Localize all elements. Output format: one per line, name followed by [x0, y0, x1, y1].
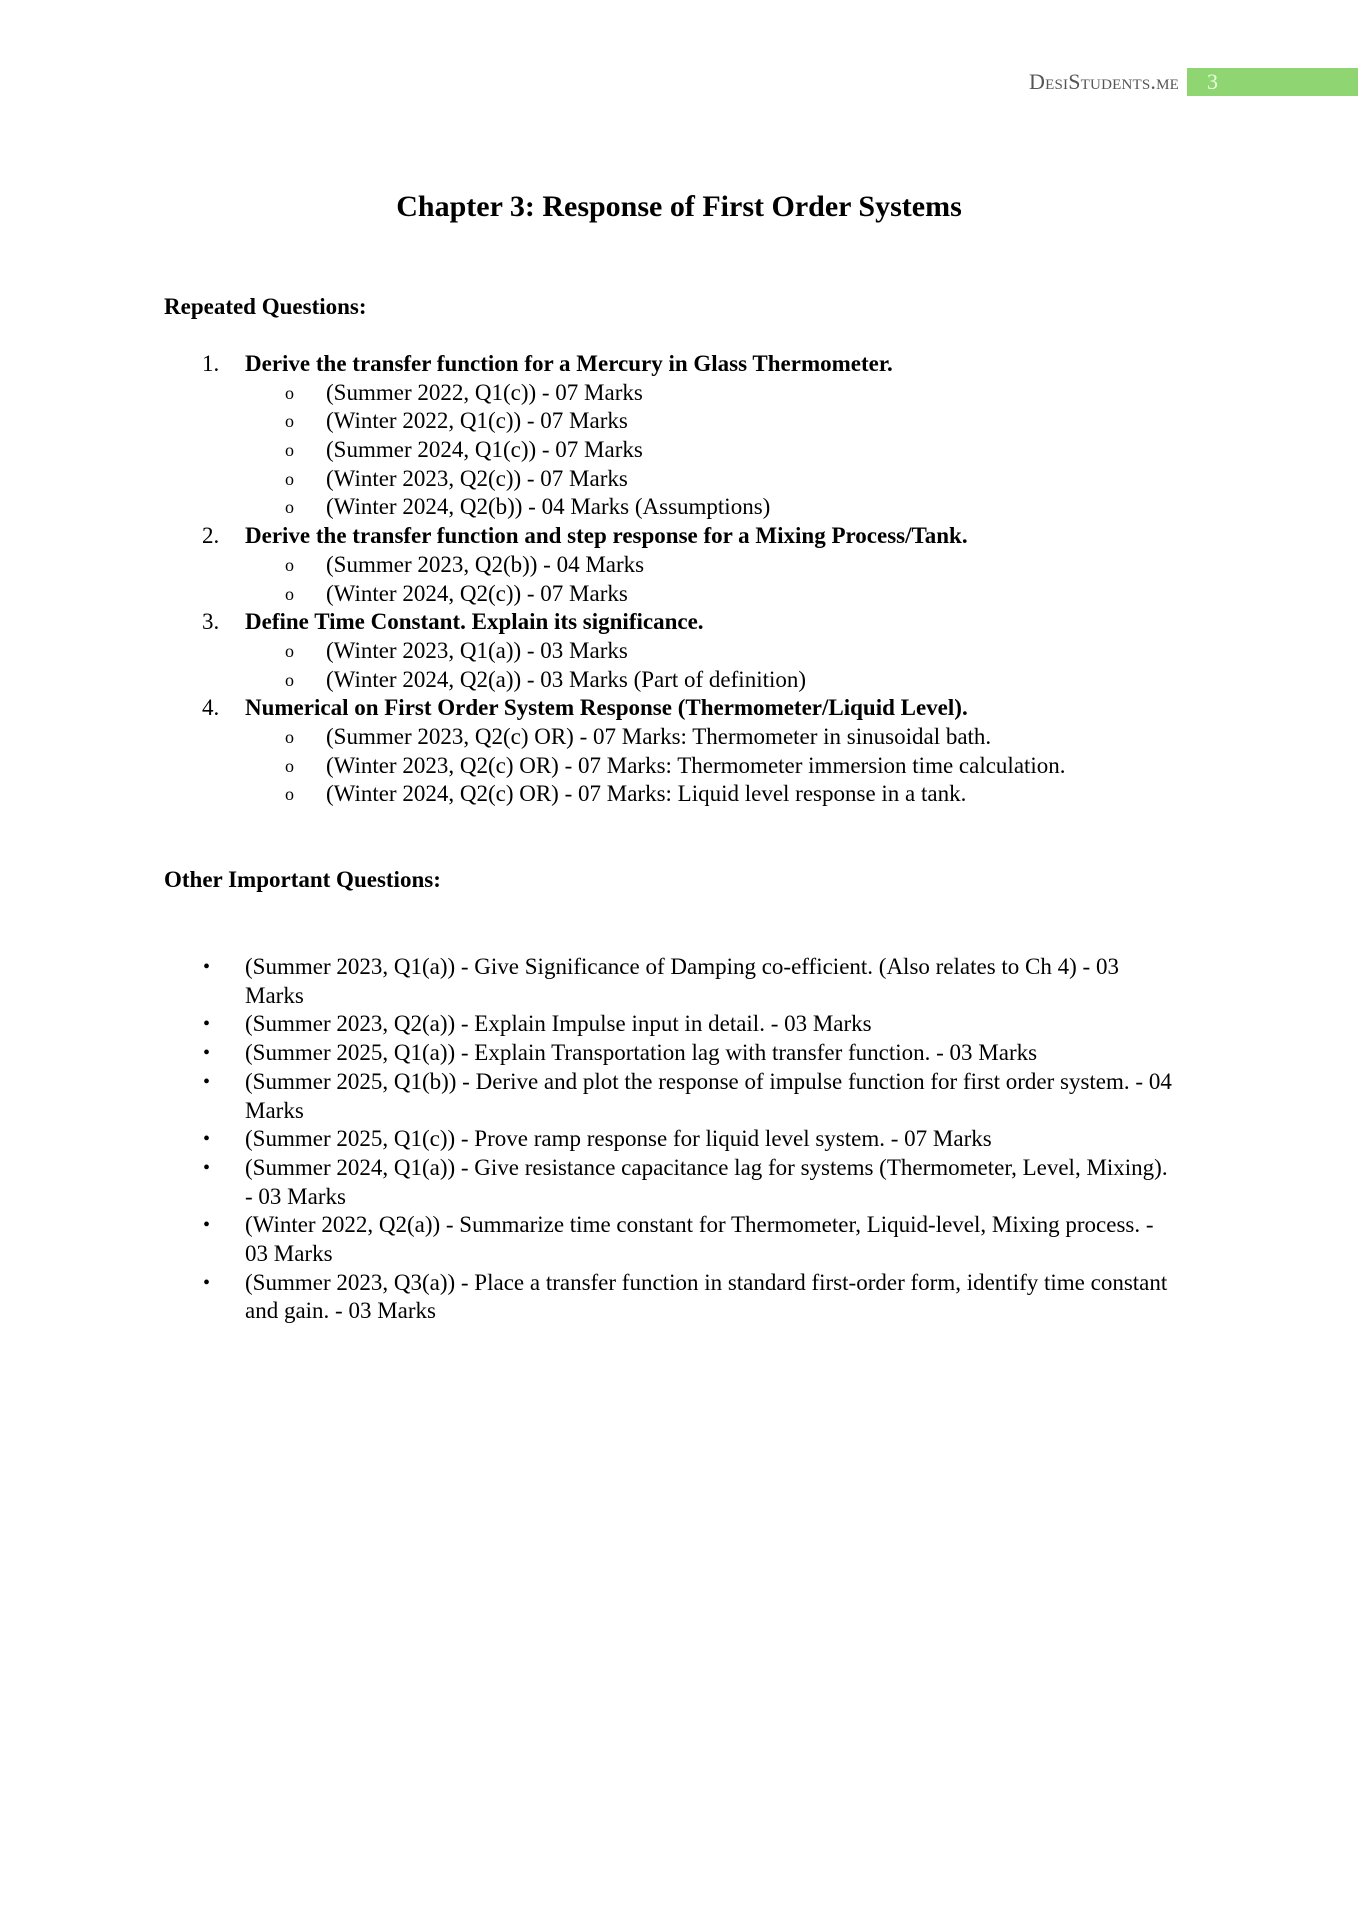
reference-text: (Summer 2024, Q1(c)) - 07 Marks — [326, 437, 643, 463]
question-reference — [0, 780, 1358, 809]
reference-text: (Winter 2024, Q2(b)) - 04 Marks (Assumptions) — [326, 494, 771, 520]
question-title-row — [0, 694, 1358, 723]
circle-bullet-icon: o — [285, 554, 294, 575]
reference-text: (Winter 2023, Q1(a)) - 03 Marks — [326, 637, 628, 663]
site-name: DesiStudents.me — [1029, 69, 1179, 94]
circle-bullet-icon: o — [285, 726, 294, 747]
other-question-item — [0, 1211, 1358, 1268]
other-question-item — [0, 1269, 1358, 1326]
page-number-badge — [1187, 68, 1358, 96]
bullet-icon: • — [203, 1156, 211, 1179]
question-item — [0, 608, 1358, 694]
circle-bullet-icon: o — [285, 669, 294, 690]
circle-bullet-icon: o — [285, 382, 294, 403]
reference-text: (Winter 2024, Q2(a)) - 03 Marks (Part of definition) — [326, 666, 807, 692]
reference-text: (Winter 2024, Q2(c) OR) - 07 Marks: Liquid level response in a tank. — [326, 781, 967, 807]
question-number: 2. — [202, 523, 220, 549]
question-reference — [0, 752, 1358, 781]
other-question-item — [0, 1154, 1358, 1211]
circle-bullet-icon: o — [285, 583, 294, 604]
repeated-questions-heading: Repeated Questions: — [164, 294, 367, 319]
reference-text: (Summer 2022, Q1(c)) - 07 Marks — [326, 379, 643, 405]
reference-text: (Winter 2022, Q1(c)) - 07 Marks — [326, 408, 628, 434]
other-question-item — [0, 953, 1358, 1010]
bullet-icon: • — [203, 1128, 211, 1151]
bullet-icon: • — [203, 1214, 211, 1237]
question-reference — [0, 407, 1358, 436]
circle-bullet-icon: o — [285, 640, 294, 661]
other-question-item — [0, 1010, 1358, 1039]
other-question-text: (Summer 2024, Q1(a)) - Give resistance capacitance lag for systems (Thermometer, Level, Mixing). - 03 Marks — [245, 1154, 1168, 1209]
circle-bullet-icon: o — [285, 440, 294, 461]
reference-text: (Winter 2023, Q2(c) OR) - 07 Marks: Thermometer immersion time calculation. — [326, 752, 1066, 778]
bullet-icon: • — [203, 1042, 211, 1065]
other-question-text: (Summer 2025, Q1(c)) - Prove ramp response for liquid level system. - 07 Marks — [245, 1126, 992, 1152]
bullet-icon: • — [203, 1271, 211, 1294]
question-reference — [0, 493, 1358, 522]
other-question-item — [0, 1125, 1358, 1154]
repeated-questions-list — [0, 350, 1358, 809]
question-number: 1. — [202, 351, 220, 376]
chapter-title: Chapter 3: Response of First Order Systems — [396, 190, 962, 223]
question-title: Numerical on First Order System Response (Thermometer/Liquid Level). — [245, 695, 968, 721]
other-question-text: (Summer 2025, Q1(a)) - Explain Transportation lag with transfer function. - 03 Marks — [245, 1040, 1038, 1066]
other-question-item — [0, 1068, 1358, 1125]
question-title-row — [0, 608, 1358, 637]
bullet-icon: • — [203, 1013, 211, 1036]
other-question-text: (Summer 2025, Q1(b)) - Derive and plot the response of impulse function for first order system. - 04 Marks — [245, 1068, 1172, 1123]
circle-bullet-icon: o — [285, 497, 294, 518]
other-questions-heading: Other Important Questions: — [164, 867, 441, 892]
bullet-icon: • — [203, 1070, 211, 1093]
page-number: 3 — [1207, 69, 1218, 94]
question-title: Derive the transfer function and step response for a Mixing Process/Tank. — [245, 523, 968, 549]
page-header — [0, 68, 1358, 96]
question-item — [0, 350, 1358, 522]
question-number: 4. — [202, 695, 220, 721]
circle-bullet-icon: o — [285, 411, 294, 432]
bullet-icon: • — [203, 956, 211, 978]
question-reference — [0, 723, 1358, 752]
other-question-text: (Summer 2023, Q2(a)) - Explain Impulse input in detail. - 03 Marks — [245, 1011, 872, 1037]
question-title-row — [0, 350, 1358, 379]
question-title-row — [0, 522, 1358, 551]
reference-text: (Winter 2024, Q2(c)) - 07 Marks — [326, 580, 628, 606]
question-reference — [0, 580, 1358, 609]
circle-bullet-icon: o — [285, 755, 294, 776]
question-item — [0, 694, 1358, 809]
circle-bullet-icon: o — [285, 468, 294, 489]
other-question-text: (Summer 2023, Q1(a)) - Give Significance of Damping co-efficient. (Also relates to Ch 4) - 03 Marks — [245, 954, 1119, 1008]
question-reference — [0, 551, 1358, 580]
question-title: Derive the transfer function for a Mercury in Glass Thermometer. — [245, 351, 893, 376]
reference-text: (Summer 2023, Q2(c) OR) - 07 Marks: Thermometer in sinusoidal bath. — [326, 723, 992, 749]
question-item — [0, 522, 1358, 608]
other-question-item — [0, 1039, 1358, 1068]
question-number: 3. — [202, 609, 220, 635]
other-questions-list — [0, 953, 1358, 1326]
circle-bullet-icon: o — [285, 784, 294, 805]
other-question-text: (Summer 2023, Q3(a)) - Place a transfer function in standard first-order form, identify time constant and gain. - 03 Marks — [245, 1269, 1168, 1324]
question-reference — [0, 436, 1358, 465]
question-reference — [0, 379, 1358, 408]
reference-text: (Summer 2023, Q2(b)) - 04 Marks — [326, 551, 645, 577]
question-title: Define Time Constant. Explain its significance. — [245, 609, 704, 635]
question-reference — [0, 465, 1358, 494]
question-reference — [0, 637, 1358, 666]
question-reference — [0, 666, 1358, 695]
other-question-text: (Winter 2022, Q2(a)) - Summarize time constant for Thermometer, Liquid-level, Mixing process. - 03 Marks — [245, 1212, 1154, 1267]
reference-text: (Winter 2023, Q2(c)) - 07 Marks — [326, 465, 628, 491]
